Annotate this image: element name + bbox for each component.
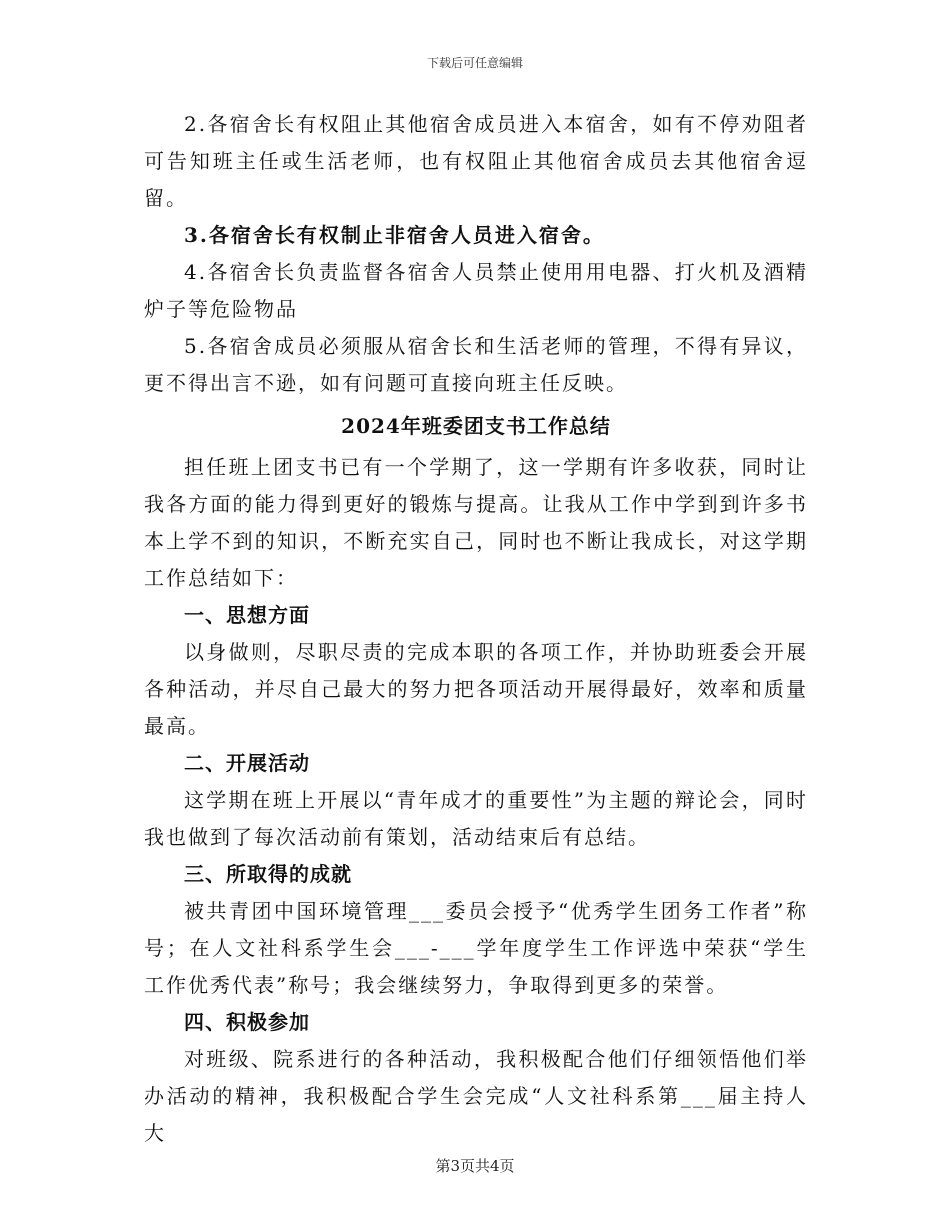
- section-heading-achievements: 三、所取得的成就: [184, 862, 352, 886]
- section-body-achievements: 被共青团中国环境管理___委员会授予“优秀学生团务工作者”称号；在人文社科系学生会___-___学年度学生工作评选中荣获“学生工作优秀代表”称号；我会继续努力，争取得到更多的荣誉。: [144, 899, 808, 997]
- section-body-thought: 以身做则，尽职尽责的完成本职的各项工作，并协助班委会开展各种活动，并尽自己最大的努力把各项活动开展得最好，效率和质量最高。: [144, 640, 808, 738]
- section-heading-participation: 四、积极参加: [184, 1010, 310, 1034]
- section-body-participation: 对班级、院系进行的各种活动，我积极配合他们仔细领悟他们举办活动的精神，我积极配合学生会完成“人文社科系第___届主持人大: [144, 1047, 808, 1145]
- summary-title: 2024年班委团支书工作总结: [341, 414, 611, 438]
- section-body-activities: 这学期在班上开展以“青年成才的重要性”为主题的辩论会，同时我也做到了每次活动前有策划，活动结束后有总结。: [144, 788, 808, 849]
- rule-item-5: 5.各宿舍成员必须服从宿舍长和生活老师的管理，不得有异议，更不得出言不逊，如有问题可直接向班主任反映。: [144, 334, 808, 395]
- page-number: 第3页共4页: [435, 1157, 515, 1175]
- summary-intro: 担任班上团支书已有一个学期了，这一学期有许多收获，同时让我各方面的能力得到更好的锻炼与提高。让我从工作中学到到许多书本上学不到的知识，不断充实自己，同时也不断让我成长，对这学期工作总结如下：: [144, 455, 808, 590]
- header-note: 下载后可任意编辑: [426, 56, 523, 70]
- rule-item-4: 4.各宿舍长负责监督各宿舍人员禁止使用用电器、打火机及酒精炉子等危险物品: [144, 260, 808, 321]
- rule-item-3: 3.各宿舍长有权制止非宿舍人员进入宿舍。: [184, 223, 605, 247]
- document-body: [144, 106, 808, 1152]
- section-heading-activities: 二、开展活动: [184, 751, 310, 775]
- rule-item-2: 2.各宿舍长有权阻止其他宿舍成员进入本宿舍，如有不停劝阻者可告知班主任或生活老师，也有权阻止其他宿舍成员去其他宿舍逗留。: [144, 112, 808, 210]
- section-heading-thought: 一、思想方面: [184, 603, 310, 627]
